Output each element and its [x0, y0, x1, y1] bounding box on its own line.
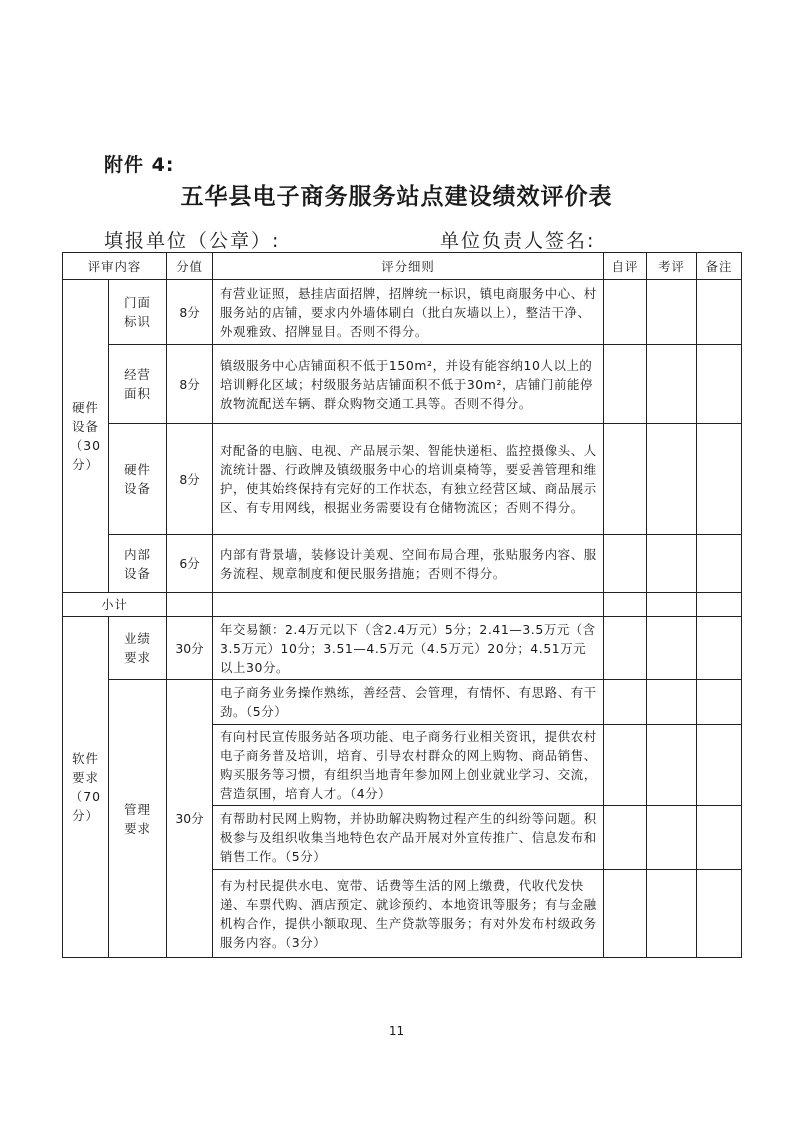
item-criteria: 镇级服务中心店铺面积不低于150m²，并设有能容纳10人以上的培训孵化区域；村级服务站店铺面积不低于30m²，店铺门前能停放物流配送车辆、群众购物交通工具等。否则不得分。 — [213, 345, 604, 424]
item-score: 8分 — [167, 424, 213, 535]
table-row — [63, 535, 742, 593]
subtotal-label: 小计 — [63, 593, 167, 617]
table-header-row — [63, 253, 742, 280]
remarks-cell[interactable] — [697, 870, 742, 958]
subtotal-criteria-cell — [213, 593, 604, 617]
remarks-cell[interactable] — [697, 725, 742, 806]
review-eval-cell[interactable] — [647, 680, 697, 725]
subtotal-review-eval[interactable] — [647, 593, 697, 617]
item-criteria: 对配备的电脑、电视、产品展示架、智能快递柜、监控摄像头、人流统计器、行政牌及镇级服务中心的培训桌椅等，要妥善管理和维护，使其始终保持有完好的工作状态，有独立经营区域、商品展示区、有专用网线，根据业务需要设有仓储物流区；否则不得分。 — [213, 424, 604, 535]
self-eval-cell[interactable] — [604, 617, 647, 680]
header-review-content: 评审内容 — [63, 253, 167, 280]
item-name: 内部设备 — [109, 535, 167, 593]
item-score: 8分 — [167, 345, 213, 424]
item-score: 8分 — [167, 280, 213, 345]
remarks-cell[interactable] — [697, 424, 742, 535]
remarks-cell[interactable] — [697, 806, 742, 870]
evaluation-table — [62, 252, 742, 958]
self-eval-cell[interactable] — [604, 535, 647, 593]
table-row — [63, 345, 742, 424]
review-eval-cell[interactable] — [647, 535, 697, 593]
item-criteria: 有为村民提供水电、宽带、话费等生活的网上缴费，代收代发快递、车票代购、酒店预定、就诊预约、本地资讯等服务；有与金融机构合作，提供小额取现、生产贷款等服务；有对外发布村级政务服务内容。（3分） — [213, 870, 604, 958]
item-criteria: 电子商务业务操作熟练，善经营、会管理，有情怀、有思路、有干劲。（5分） — [213, 680, 604, 725]
self-eval-cell[interactable] — [604, 870, 647, 958]
remarks-cell[interactable] — [697, 535, 742, 593]
header-criteria: 评分细则 — [213, 253, 604, 280]
self-eval-cell[interactable] — [604, 725, 647, 806]
item-criteria: 年交易额：2.4万元以下（含2.4万元）5分；2.41—3.5万元（含3.5万元）10分；3.51—4.5万元（4.5万元）20分；4.51万元以上30分。 — [213, 617, 604, 680]
header-self-eval: 自评 — [604, 253, 647, 280]
subtotal-row — [63, 593, 742, 617]
review-eval-cell[interactable] — [647, 806, 697, 870]
item-criteria: 有帮助村民网上购物，并协助解决购物过程产生的纠纷等问题。积极参与及组织收集当地特色农产品开展对外宣传推广、信息发布和销售工作。（5分） — [213, 806, 604, 870]
remarks-cell[interactable] — [697, 345, 742, 424]
item-score: 30分 — [167, 617, 213, 680]
table-row — [63, 280, 742, 345]
item-criteria: 有向村民宣传服务站各项功能、电子商务行业相关资讯，提供农村电子商务普及培训，培育、引导农村群众的网上购物、商品销售、购买服务等习惯，有组织当地青年参加网上创业就业学习、交流，营造氛围，培育人才。（4分） — [213, 725, 604, 806]
self-eval-cell[interactable] — [604, 806, 647, 870]
review-eval-cell[interactable] — [647, 617, 697, 680]
attachment-label: 附件 4: — [104, 154, 175, 176]
software-category: 软件要求（70分） — [63, 617, 109, 958]
self-eval-cell[interactable] — [604, 345, 647, 424]
review-eval-cell[interactable] — [647, 424, 697, 535]
page-number: 11 — [388, 1024, 405, 1038]
review-eval-cell[interactable] — [647, 280, 697, 345]
fill-unit-label: 填报单位（公章）: — [104, 230, 281, 252]
item-criteria: 有营业证照，悬挂店面招牌，招牌统一标识，镇电商服务中心、村服务站的店铺，要求内外墙体刷白（批白灰墙以上），整洁干净、外观雅致、招牌显目。否则不得分。 — [213, 280, 604, 345]
item-name: 管理要求 — [109, 680, 167, 958]
self-eval-cell[interactable] — [604, 424, 647, 535]
item-score: 30分 — [167, 680, 213, 958]
table-row — [63, 424, 742, 535]
remarks-cell[interactable] — [697, 617, 742, 680]
item-name: 业绩要求 — [109, 617, 167, 680]
item-name: 门面标识 — [109, 280, 167, 345]
remarks-cell[interactable] — [697, 680, 742, 725]
item-criteria: 内部有背景墙，装修设计美观、空间布局合理，张贴服务内容、服务流程、规章制度和便民服务措施；否则不得分。 — [213, 535, 604, 593]
self-eval-cell[interactable] — [604, 280, 647, 345]
remarks-cell[interactable] — [697, 280, 742, 345]
subtotal-score-cell[interactable] — [167, 593, 213, 617]
person-sign-label: 单位负责人签名: — [440, 230, 596, 252]
table-row — [63, 617, 742, 680]
subtotal-remarks[interactable] — [697, 593, 742, 617]
review-eval-cell[interactable] — [647, 725, 697, 806]
item-score: 6分 — [167, 535, 213, 593]
table-row — [63, 680, 742, 725]
review-eval-cell[interactable] — [647, 870, 697, 958]
item-name: 经营面积 — [109, 345, 167, 424]
document-title: 五华县电子商务服务站点建设绩效评价表 — [180, 183, 613, 210]
header-score: 分值 — [167, 253, 213, 280]
header-remarks: 备注 — [697, 253, 742, 280]
hardware-category: 硬件设备（30分） — [63, 280, 109, 593]
self-eval-cell[interactable] — [604, 680, 647, 725]
review-eval-cell[interactable] — [647, 345, 697, 424]
header-review-eval: 考评 — [647, 253, 697, 280]
item-name: 硬件设备 — [109, 424, 167, 535]
subtotal-self-eval[interactable] — [604, 593, 647, 617]
